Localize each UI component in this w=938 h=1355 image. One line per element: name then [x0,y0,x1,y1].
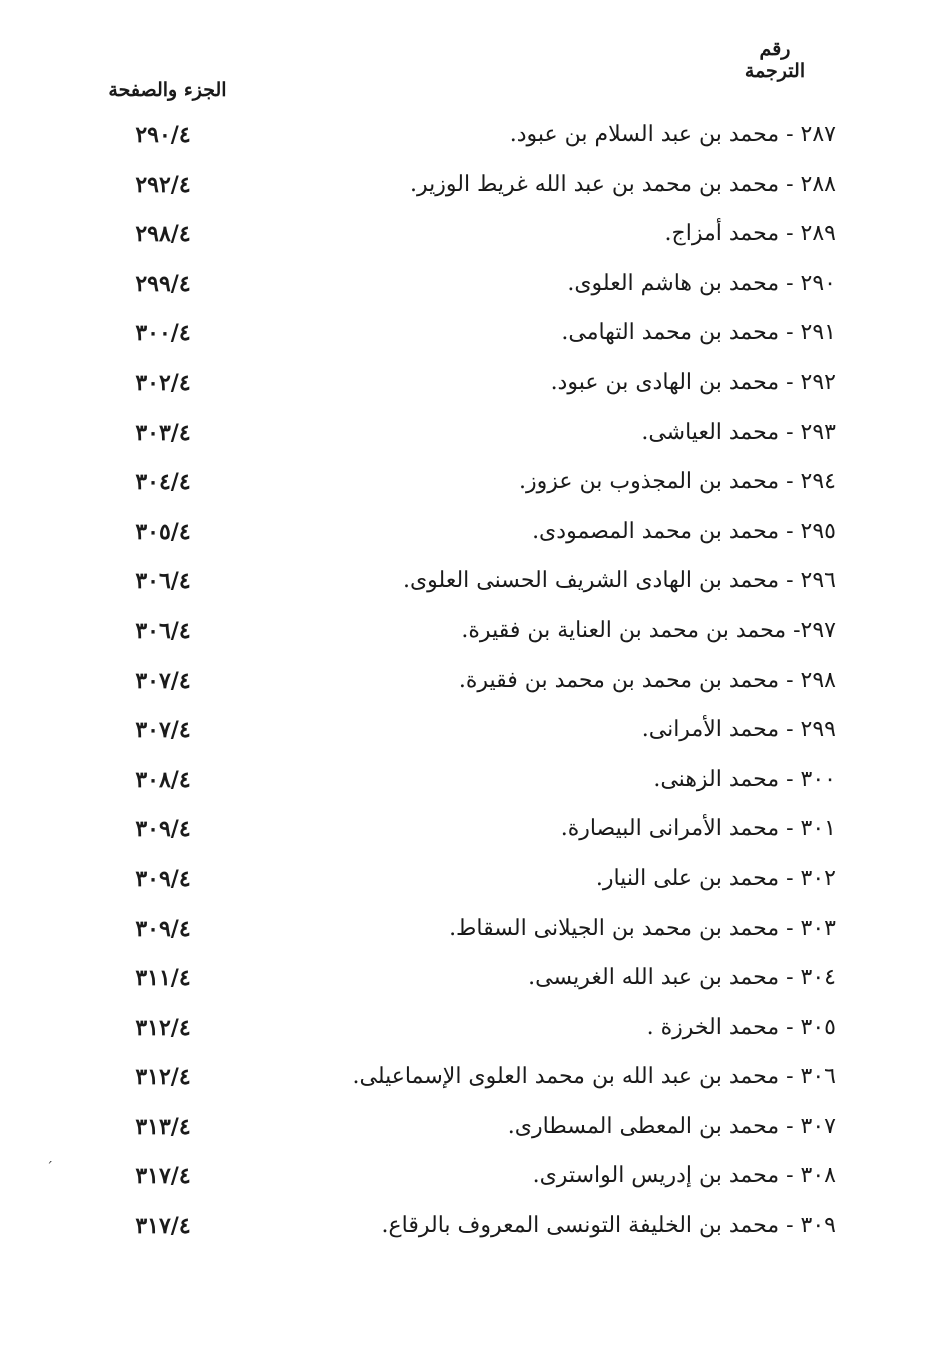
entry-volume-page: ٣٠٧/٤ [135,667,191,694]
entry-volume-page: ٣١١/٤ [135,965,191,992]
entry-volume-page: ٣٠٨/٤ [135,766,191,793]
entry-volume-page: ٣١٣/٤ [135,1113,191,1140]
entry-volume-page: ٣١٢/٤ [135,1064,191,1091]
column-header-number-line1: رقم [759,38,791,60]
entry-volume-page: ٣٠٢/٤ [135,369,191,396]
entry-title: ٢٩٣ - محمد العياشى. [641,419,836,445]
list-item [0,308,938,358]
entry-title: ٣٠٤ - محمد بن عبد الله الغريسى. [528,965,836,991]
list-item [0,606,938,656]
column-header-volume-page: الجزء والصفحة [108,79,227,101]
list-item [0,755,938,805]
entry-volume-page: ٣٠٤/٤ [135,469,191,496]
entry-title: ٢٨٧ - محمد بن عبد السلام بن عبود. [509,122,836,147]
list-item [0,556,938,606]
entry-title: ٣٠٦ - محمد بن عبد الله بن محمد العلوى الإسماعيلى. [352,1064,836,1090]
scan-speck: ´ [46,1160,53,1176]
entry-title: ٣٠١ - محمد الأمرانى البيصارة. [560,816,836,842]
list-item [0,804,938,854]
list-item [0,705,938,755]
list-item [0,507,938,557]
entry-volume-page: ٢٩٨/٤ [135,221,191,248]
entry-volume-page: ٣٠٦/٤ [135,568,191,595]
list-item [0,160,938,210]
entry-title: ٢٩٠ - محمد بن هاشم العلوى. [567,270,836,296]
entry-title: ٢٩٤ - محمد بن المجذوب بن عزوز. [519,469,836,495]
list-item [0,1052,938,1102]
entry-volume-page: ٣١٧/٤ [135,1213,191,1240]
entry-title: ٣٠٩ - محمد بن الخليفة التونسى المعروف بالرقاع. [381,1213,836,1239]
entry-volume-page: ٣٠٥/٤ [135,518,191,545]
entry-title: ٢٩٩ - محمد الأمرانى. [641,717,836,743]
entry-title: ٢٩٨ - محمد بن محمد بن محمد بن فقيرة. [458,667,836,693]
list-item [0,1003,938,1053]
list-item [0,259,938,309]
list-item [0,953,938,1003]
entry-title: ٢٩٦ - محمد بن الهادى الشريف الحسنى العلوى. [402,568,836,594]
list-item [0,656,938,706]
entry-volume-page: ٣١٢/٤ [135,1014,191,1041]
entry-title: ٢٨٨ - محمد بن محمد بن عبد الله غريط الوزير. [410,171,836,197]
list-item [0,209,938,259]
entry-title: ٢٩٧- محمد بن محمد بن العناية بن فقيرة. [461,617,836,643]
entry-title: ٣٠٠ - محمد الزهنى. [653,766,836,792]
list-item [0,110,938,160]
entry-title: ٣٠٢ - محمد بن على النيار. [595,865,836,891]
list-item [0,408,938,458]
entry-volume-page: ٢٩٩/٤ [135,270,191,297]
entry-title: ٢٩١ - محمد بن محمد التهامى. [561,320,836,346]
column-header-number-line2: الترجمة [744,60,806,82]
entry-volume-page: ٣٠٠/٤ [135,320,191,347]
list-item [0,457,938,507]
list-item [0,1201,938,1251]
entry-volume-page: ٣١٧/٤ [135,1163,191,1190]
entry-title: ٢٩٥ - محمد بن محمد المصمودى. [532,518,836,544]
entry-volume-page: ٣٠٩/٤ [135,816,191,843]
entry-volume-page: ٣٠٧/٤ [135,717,191,744]
list-item [0,904,938,954]
entry-volume-page: ٣٠٣/٤ [135,419,191,446]
column-header-entry-number [730,38,820,82]
list-item [0,1102,938,1152]
entry-title: ٣٠٧ - محمد بن المعطى المسطارى. [507,1113,836,1139]
entry-volume-page: ٣٠٩/٤ [135,865,191,892]
entry-title: ٣٠٥ - محمد الخرزة . [646,1014,836,1040]
entry-title: ٢٩٢ - محمد بن الهادى بن عبود. [550,369,836,395]
list-item [0,358,938,408]
entry-volume-page: ٢٩٢/٤ [135,171,191,198]
entry-title: ٣٠٣ - محمد بن محمد بن الجيلانى السقاط. [449,915,836,941]
entry-volume-page: ٣٠٩/٤ [135,915,191,942]
entries-list [0,110,938,1251]
list-item [0,1151,938,1201]
entry-volume-page: ٣٠٦/٤ [135,617,191,644]
list-item [0,854,938,904]
entry-title: ٣٠٨ - محمد بن إدريس الواسترى. [532,1163,836,1189]
entry-volume-page: ٢٩٠/٤ [135,122,191,148]
entry-title: ٢٨٩ - محمد أمزاج. [664,221,836,247]
